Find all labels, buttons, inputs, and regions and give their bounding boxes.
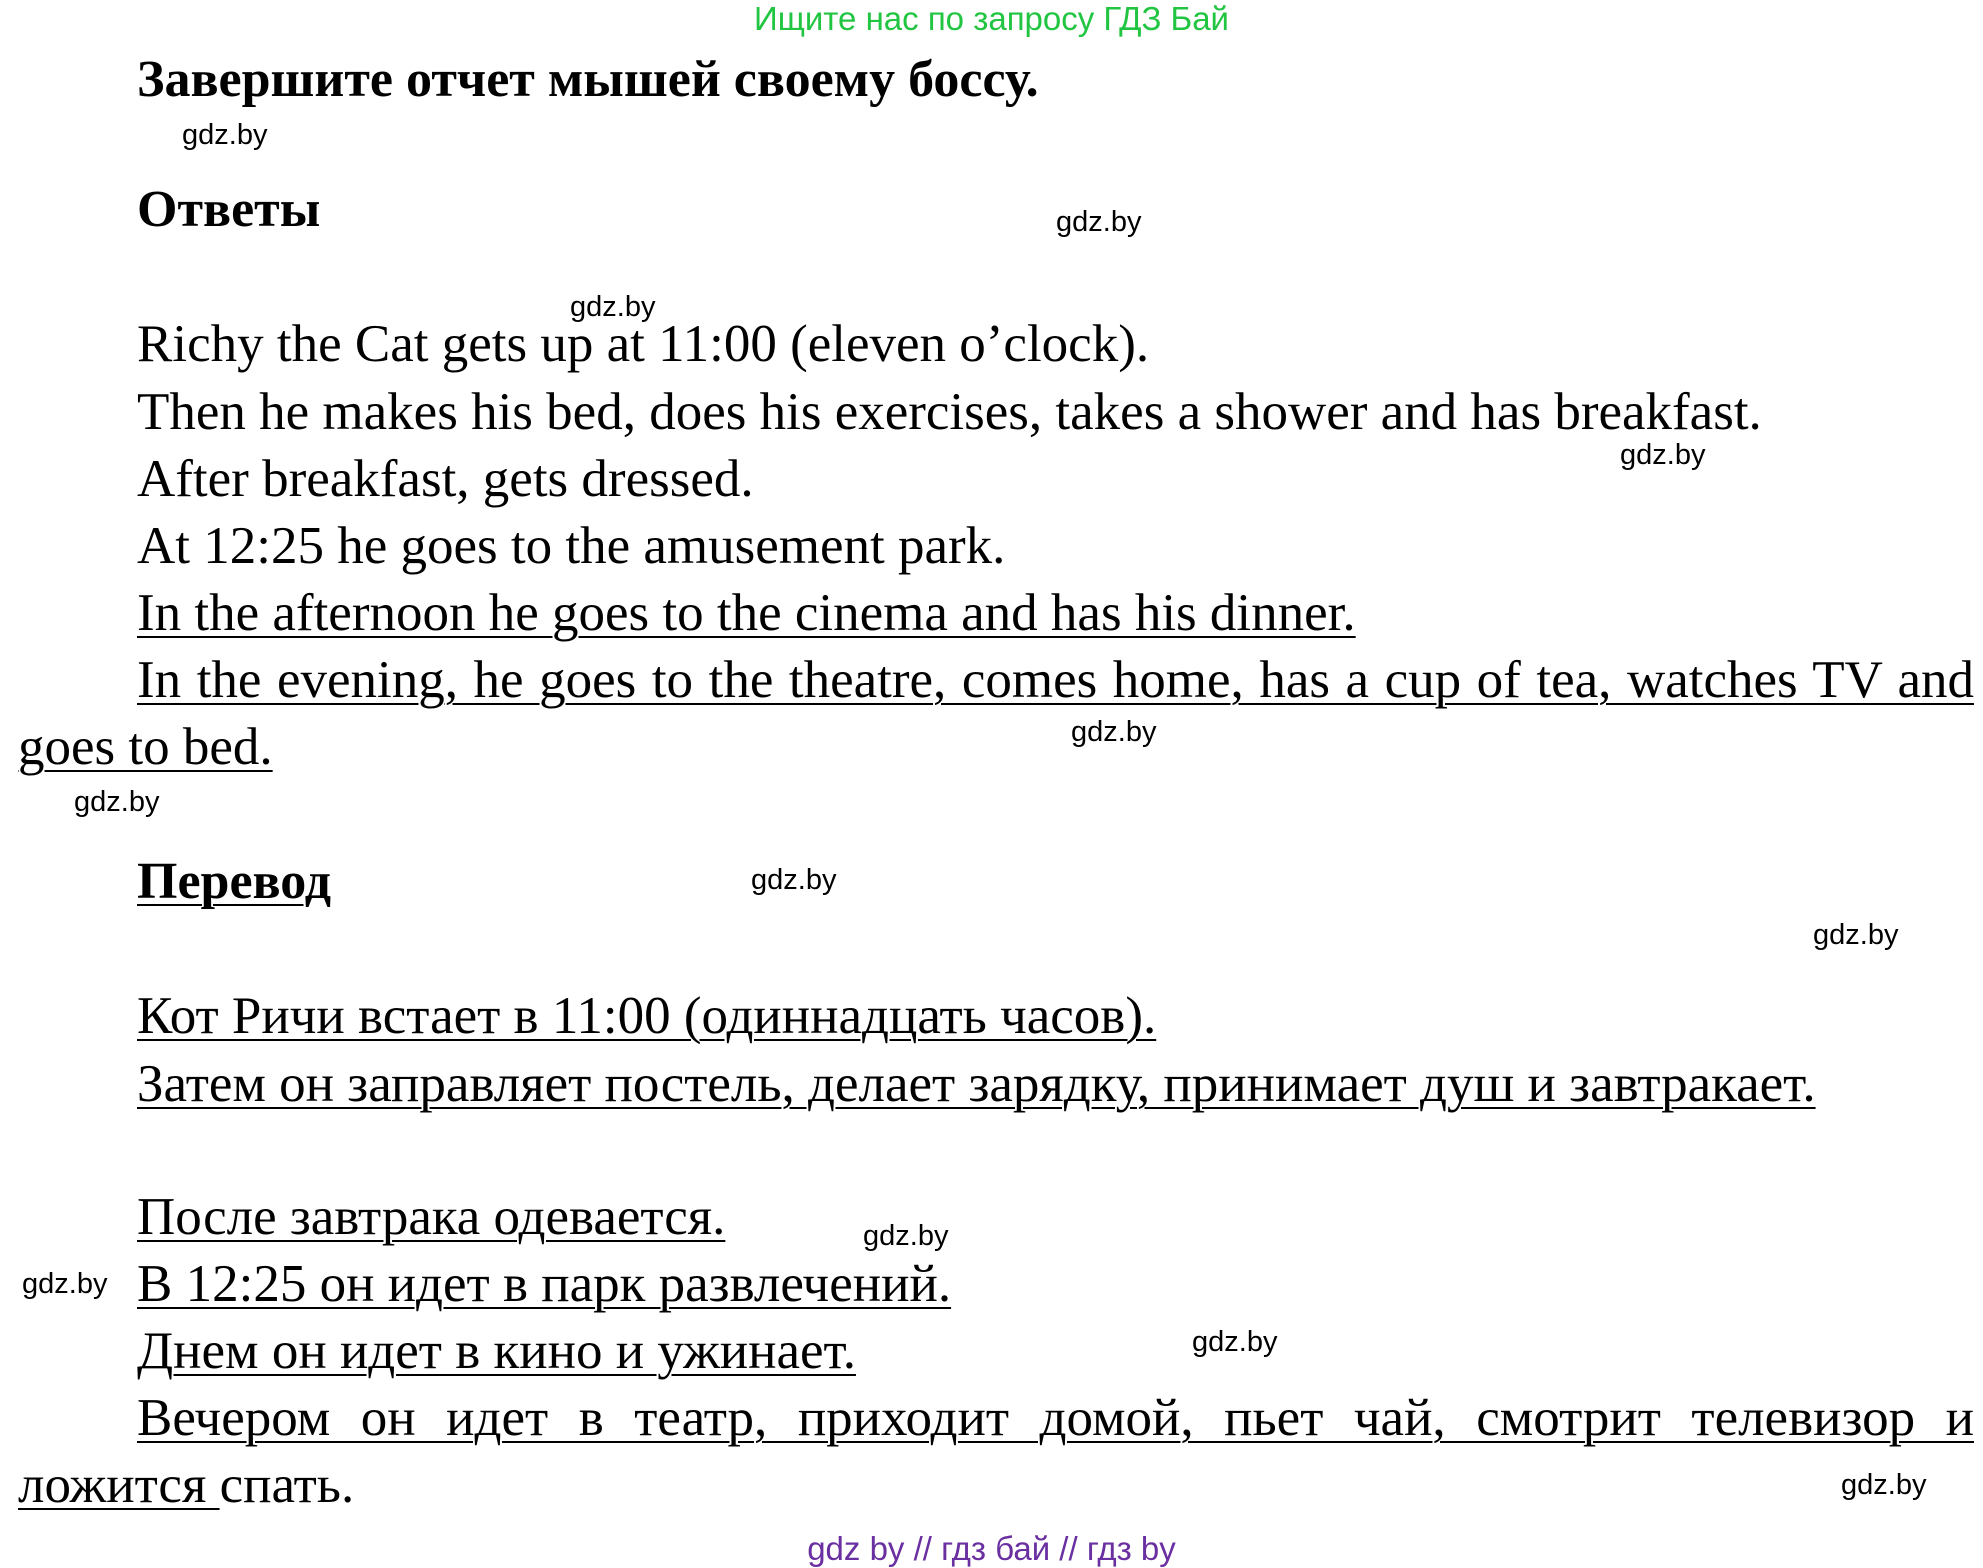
translation-paragraph-2 bbox=[18, 1051, 1974, 1118]
watermark: gdz.by bbox=[22, 1268, 108, 1300]
watermark: gdz.by bbox=[570, 291, 656, 323]
answer-line-5: In the afternoon he goes to the cinema and has his dinner. bbox=[137, 584, 1356, 642]
watermark: gdz.by bbox=[1056, 206, 1142, 238]
translation-paragraph-6 bbox=[18, 1385, 1974, 1519]
answer-paragraph-6 bbox=[18, 647, 1974, 781]
watermark: gdz.by bbox=[863, 1220, 949, 1252]
answer-line-4: At 12:25 he goes to the amusement park. bbox=[137, 517, 1006, 575]
top-banner: Ищите нас по запросу ГДЗ Бай bbox=[754, 0, 1229, 37]
watermark: gdz.by bbox=[1813, 919, 1899, 951]
watermark: gdz.by bbox=[1620, 439, 1706, 471]
translation-line-2: Затем он заправляет постель, делает зарядку, принимает душ и завтракает. bbox=[137, 1055, 1816, 1113]
translation-line-3: После завтрака одевается. bbox=[137, 1188, 726, 1246]
answer-line-6: In the evening, he goes to the theatre, comes home, has a cup of tea, watches TV and goes to bed. bbox=[18, 651, 1974, 776]
translation-line-4: В 12:25 он идет в парк развлечений. bbox=[137, 1255, 952, 1313]
answer-line-1: Richy the Cat gets up at 11:00 (eleven o’clock). bbox=[137, 315, 1150, 373]
translation-line-6-underlined: Вечером он идет в театр, приходит домой, пьет чай, смотрит телевизор и ложится bbox=[18, 1389, 1974, 1514]
translation-heading: Перевод bbox=[137, 853, 332, 910]
translation-line-6-rest: спать. bbox=[219, 1456, 355, 1514]
watermark: gdz.by bbox=[1071, 716, 1157, 748]
task-title: Завершите отчет мышей своему боссу. bbox=[137, 51, 1039, 108]
watermark: gdz.by bbox=[74, 786, 160, 818]
answer-line-2: Then he makes his bed, does his exercises, takes a shower and has breakfast. bbox=[137, 383, 1762, 441]
translation-line-1: Кот Ричи встает в 11:00 (одиннадцать часов). bbox=[137, 987, 1157, 1045]
answer-line-3: After breakfast, gets dressed. bbox=[137, 450, 754, 508]
answers-heading: Ответы bbox=[137, 181, 321, 238]
footer: gdz by // гдз бай // гдз by bbox=[807, 1530, 1176, 1567]
watermark: gdz.by bbox=[1192, 1326, 1278, 1358]
translation-line-5: Днем он идет в кино и ужинает. bbox=[137, 1322, 856, 1380]
watermark: gdz.by bbox=[751, 864, 837, 896]
watermark: gdz.by bbox=[1841, 1469, 1927, 1501]
watermark: gdz.by bbox=[182, 119, 268, 151]
